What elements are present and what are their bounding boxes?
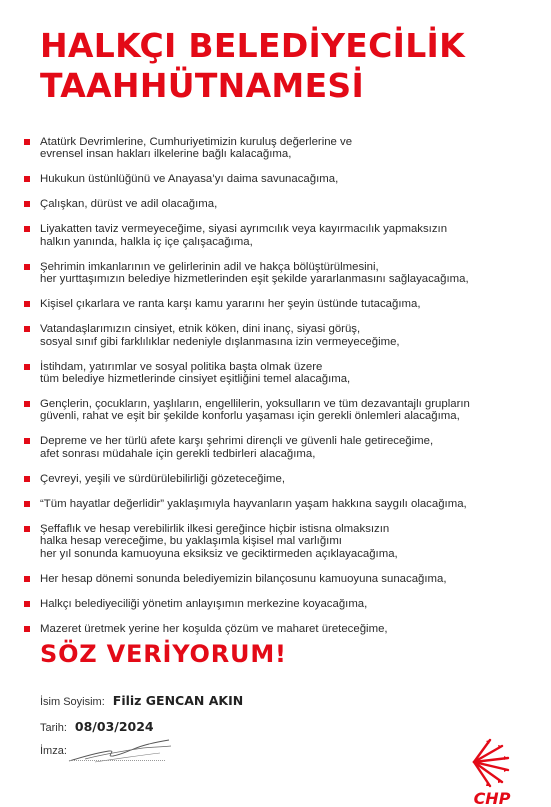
list-item: Depreme ve her türlü afete karşı şehrimi dirençli ve güvenli hale getireceğime, afet sonrası müdahale için gerekli tedbirleri alacağıma, bbox=[24, 435, 534, 460]
red-square-bullet-icon bbox=[24, 301, 30, 307]
red-square-bullet-icon bbox=[24, 226, 30, 232]
list-item: Mazeret üretmek yerine her koşulda çözüm ve maharet üreteceğime, bbox=[24, 623, 534, 635]
pledge-list bbox=[24, 136, 534, 648]
red-square-bullet-icon bbox=[24, 576, 30, 582]
red-square-bullet-icon bbox=[24, 201, 30, 207]
list-item: “Tüm hayatlar değerlidir” yaklaşımıyla hayvanların yaşam hakkına saygılı olacağıma, bbox=[24, 498, 534, 510]
list-item: Çevreyi, yeşili ve sürdürülebilirliği gözeteceğime, bbox=[24, 473, 534, 485]
pledge-heading: SÖZ VERİYORUM! bbox=[40, 640, 287, 668]
signature-field bbox=[40, 745, 67, 757]
red-square-bullet-icon bbox=[24, 501, 30, 507]
red-square-bullet-icon bbox=[24, 401, 30, 407]
document-title: HALKÇI BELEDİYECİLİK TAAHHÜTNAMESİ bbox=[40, 26, 466, 105]
red-square-bullet-icon bbox=[24, 601, 30, 607]
list-item: Her hesap dönemi sonunda belediyemizin bilançosunu kamuoyuna sunacağıma, bbox=[24, 573, 534, 585]
signature-label: İmza: bbox=[40, 745, 67, 757]
red-square-bullet-icon bbox=[24, 264, 30, 270]
handwritten-signature bbox=[65, 735, 175, 767]
date-field bbox=[40, 719, 154, 734]
red-square-bullet-icon bbox=[24, 526, 30, 532]
list-item: Çalışkan, dürüst ve adil olacağıma, bbox=[24, 198, 534, 210]
date-value: 08/03/2024 bbox=[74, 719, 154, 734]
list-item: Atatürk Devrimlerine, Cumhuriyetimizin kuruluş değerlerine ve evrensel insan hakları ilkelerine bağlı kalacağıma, bbox=[24, 136, 534, 161]
list-item: Halkçı belediyeciliği yönetim anlayışımın merkezine koyacağıma, bbox=[24, 598, 534, 610]
red-square-bullet-icon bbox=[24, 176, 30, 182]
red-square-bullet-icon bbox=[24, 438, 30, 444]
logo-text: CHP bbox=[473, 789, 511, 807]
date-label: Tarih: bbox=[40, 722, 67, 734]
list-item: Vatandaşlarımızın cinsiyet, etnik köken, dini inanç, siyasi görüş, sosyal sınıf gibi farklılıklar nedeniyle dışlanmasına izin vermeyeceğime, bbox=[24, 323, 534, 348]
chp-logo bbox=[452, 722, 532, 807]
red-square-bullet-icon bbox=[24, 139, 30, 145]
list-item: Liyakatten taviz vermeyeceğime, siyasi ayrımcılık veya kayırmacılık yapmaksızın halkın yanında, halkla iç içe çalışacağıma, bbox=[24, 223, 534, 248]
red-square-bullet-icon bbox=[24, 364, 30, 370]
name-field bbox=[40, 693, 243, 708]
red-square-bullet-icon bbox=[24, 326, 30, 332]
signature-line bbox=[70, 760, 165, 761]
name-value: Filiz GENCAN AKIN bbox=[112, 693, 244, 708]
list-item: Hukukun üstünlüğünü ve Anayasa’yı daima savunacağıma, bbox=[24, 173, 534, 185]
red-square-bullet-icon bbox=[24, 626, 30, 632]
list-item: Şeffaflık ve hesap verebilirlik ilkesi gereğince hiçbir istisna olmaksızın halka hesap vereceğime, bu yaklaşımla kişisel mal varlığımı her yıl sonunda kamuoyuna eksiksiz ve geciktirmeden açıklayacağıma, bbox=[24, 523, 534, 560]
list-item: Şehrimin imkanlarının ve gelirlerinin adil ve hakça bölüştürülmesini, her yurttaşımızın belediye hizmetlerinden eşit şekilde yararlanmasını sağlayacağıma, bbox=[24, 261, 534, 286]
list-item: Gençlerin, çocukların, yaşlıların, engellilerin, yoksulların ve tüm dezavantajlı grupların güvenli, rahat ve eşit bir şekilde konforlu yaşaması için gerekli önlemleri alacağıma, bbox=[24, 398, 534, 423]
name-label: İsim Soyisim: bbox=[40, 696, 105, 708]
red-square-bullet-icon bbox=[24, 476, 30, 482]
list-item: İstihdam, yatırımlar ve sosyal politika başta olmak üzere tüm belediye hizmetlerinde cinsiyet eşitliğini temel alacağıma, bbox=[24, 361, 534, 386]
list-item: Kişisel çıkarlara ve ranta karşı kamu yararını her şeyin üstünde tutacağıma, bbox=[24, 298, 534, 310]
